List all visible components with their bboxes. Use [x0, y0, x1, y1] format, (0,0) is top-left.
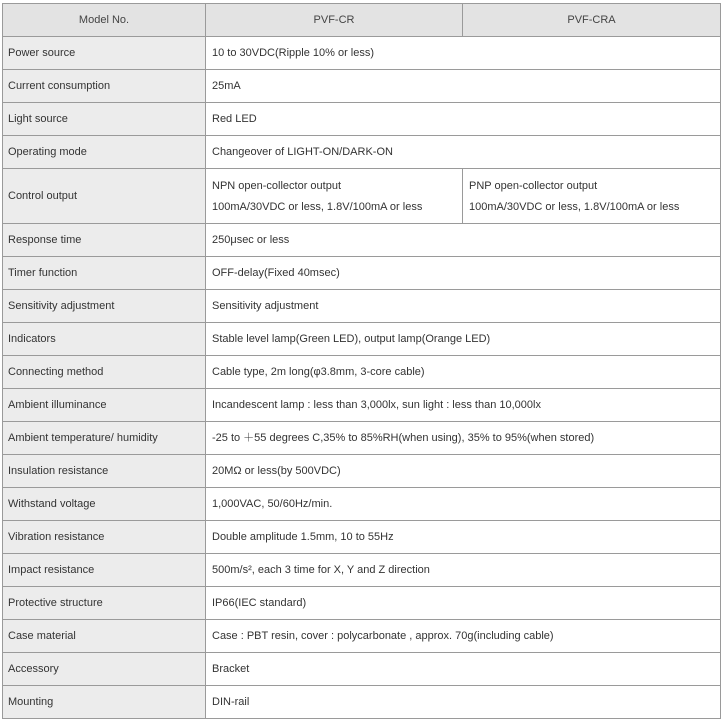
row-value-accessory: Bracket [206, 653, 721, 686]
row-value-ambient-illuminance: Incandescent lamp : less than 3,000lx, sun light : less than 10,000lx [206, 389, 721, 422]
row-label-timer-function: Timer function [3, 257, 206, 290]
row-label-impact-resistance: Impact resistance [3, 554, 206, 587]
row-value-impact-resistance: 500m/s², each 3 time for X, Y and Z direction [206, 554, 721, 587]
row-value-current-consumption: 25mA [206, 70, 721, 103]
header-pvf-cr: PVF-CR [206, 4, 463, 37]
row-value-indicators: Stable level lamp(Green LED), output lamp(Orange LED) [206, 323, 721, 356]
row-label-sensitivity-adjustment: Sensitivity adjustment [3, 290, 206, 323]
row-value-light-source: Red LED [206, 103, 721, 136]
row-value-power-source: 10 to 30VDC(Ripple 10% or less) [206, 37, 721, 70]
row-label-response-time: Response time [3, 224, 206, 257]
row-label-light-source: Light source [3, 103, 206, 136]
row-label-protective-structure: Protective structure [3, 587, 206, 620]
row-label-connecting-method: Connecting method [3, 356, 206, 389]
row-value-connecting-method: Cable type, 2m long(φ3.8mm, 3-core cable) [206, 356, 721, 389]
row-value-case-material: Case : PBT resin, cover : polycarbonate , approx. 70g(including cable) [206, 620, 721, 653]
table-row [3, 37, 721, 70]
header-pvf-cra: PVF-CRA [463, 4, 721, 37]
row-value-control-output-pnp [463, 169, 721, 224]
row-value-control-output-npn [206, 169, 463, 224]
row-label-case-material: Case material [3, 620, 206, 653]
table-row [3, 488, 721, 521]
control-output-pnp-rating: 100mA/30VDC or less, 1.8V/100mA or less [469, 200, 680, 213]
row-value-insulation-resistance: 20MΩ or less(by 500VDC) [206, 455, 721, 488]
row-label-indicators: Indicators [3, 323, 206, 356]
row-value-ambient-temperature: -25 to ＋55 degrees C,35% to 85%RH(when using), 35% to 95%(when stored) [206, 422, 721, 455]
row-label-operating-mode: Operating mode [3, 136, 206, 169]
spec-table [2, 3, 721, 719]
table-row [3, 70, 721, 103]
table-row [3, 686, 721, 719]
row-label-insulation-resistance: Insulation resistance [3, 455, 206, 488]
table-row [3, 356, 721, 389]
row-label-ambient-illuminance: Ambient illuminance [3, 389, 206, 422]
row-value-response-time: 250μsec or less [206, 224, 721, 257]
table-row [3, 323, 721, 356]
table-row [3, 455, 721, 488]
row-value-vibration-resistance: Double amplitude 1.5mm, 10 to 55Hz [206, 521, 721, 554]
table-row [3, 620, 721, 653]
table-row [3, 521, 721, 554]
table-row [3, 554, 721, 587]
control-output-npn-type: NPN open-collector output [212, 179, 342, 192]
table-row [3, 136, 721, 169]
table-row [3, 422, 721, 455]
table-row [3, 257, 721, 290]
table-row [3, 103, 721, 136]
row-value-mounting: DIN-rail [206, 686, 721, 719]
row-label-vibration-resistance: Vibration resistance [3, 521, 206, 554]
row-label-power-source: Power source [3, 37, 206, 70]
row-label-control-output: Control output [3, 169, 206, 224]
table-row [3, 389, 721, 422]
row-label-mounting: Mounting [3, 686, 206, 719]
control-output-pnp-type: PNP open-collector output [469, 179, 598, 192]
row-value-protective-structure: IP66(IEC standard) [206, 587, 721, 620]
row-value-withstand-voltage: 1,000VAC, 50/60Hz/min. [206, 488, 721, 521]
row-label-ambient-temperature: Ambient temperature/ humidity [3, 422, 206, 455]
table-row [3, 653, 721, 686]
row-value-operating-mode: Changeover of LIGHT-ON/DARK-ON [206, 136, 721, 169]
row-label-withstand-voltage: Withstand voltage [3, 488, 206, 521]
row-value-sensitivity-adjustment: Sensitivity adjustment [206, 290, 721, 323]
table-row [3, 290, 721, 323]
control-output-npn-rating: 100mA/30VDC or less, 1.8V/100mA or less [212, 200, 423, 213]
table-row [3, 169, 721, 224]
header-model-no: Model No. [3, 4, 206, 37]
row-label-current-consumption: Current consumption [3, 70, 206, 103]
header-row [3, 4, 721, 37]
row-value-timer-function: OFF-delay(Fixed 40msec) [206, 257, 721, 290]
table-row [3, 224, 721, 257]
row-label-accessory: Accessory [3, 653, 206, 686]
table-row [3, 587, 721, 620]
